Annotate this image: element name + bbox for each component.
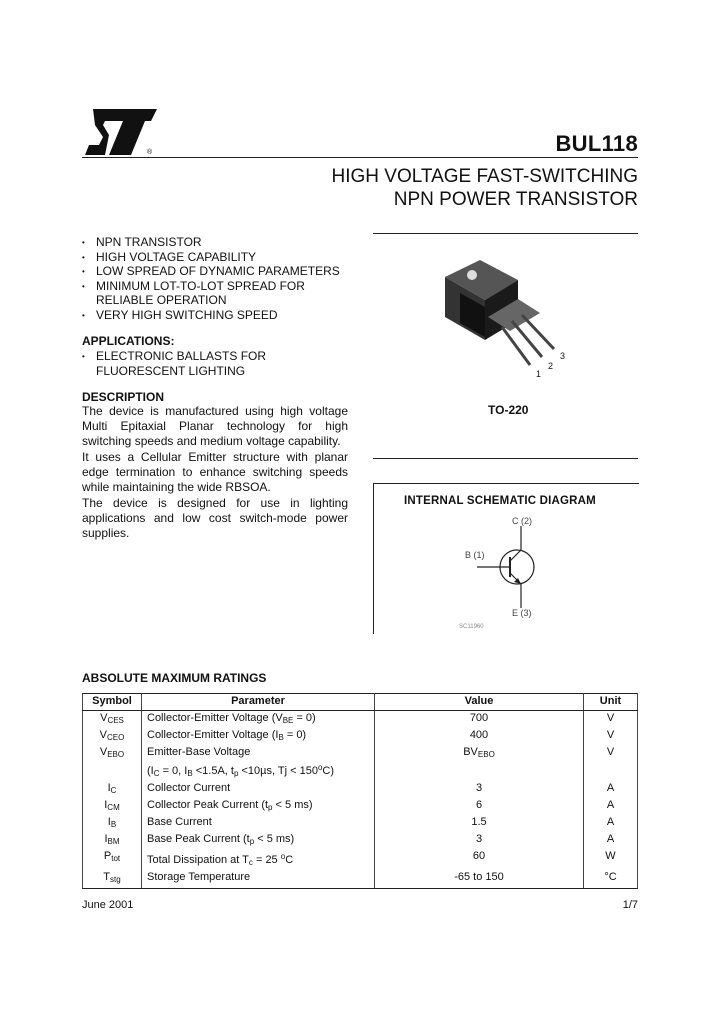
part-number: BUL118 xyxy=(555,131,638,156)
package-label: TO-220 xyxy=(488,403,529,417)
parameter-cell: Collector Current xyxy=(142,781,375,798)
table-header-row xyxy=(83,694,638,711)
title-line-1: HIGH VOLTAGE FAST-SWITCHING xyxy=(331,166,638,187)
pin-3-label: 3 xyxy=(560,351,566,361)
header-rule xyxy=(82,157,638,158)
symbol-cell: $V_{CES}$ xyxy=(83,711,142,729)
table-row xyxy=(83,781,638,798)
parameter-cell: Base Current xyxy=(142,815,375,832)
title-line-2: NPN POWER TRANSISTOR xyxy=(393,189,638,210)
description-heading: DESCRIPTION xyxy=(82,390,165,404)
symbol-cell: $I_{BM}$ xyxy=(83,832,142,849)
table-row xyxy=(83,815,638,832)
base-label: B (1) xyxy=(465,550,485,560)
unit-cell: A xyxy=(584,815,638,832)
table-row xyxy=(83,711,638,729)
value-cell: 700 xyxy=(375,711,584,729)
unit-cell: W xyxy=(584,849,638,870)
feature-item: • MINIMUM LOT-TO-LOT SPREAD FOR RELIABLE OPERATION xyxy=(82,279,372,308)
table-row xyxy=(83,728,638,745)
unit-cell: V xyxy=(584,745,638,781)
package-top-rule xyxy=(373,233,638,234)
column-header-value: Value xyxy=(375,694,584,711)
applications-heading: APPLICATIONS: xyxy=(82,334,175,348)
applications-list xyxy=(82,349,296,378)
footer-page-number: 1/7 xyxy=(622,899,638,911)
value-cell: 6 xyxy=(375,798,584,815)
table-row xyxy=(83,870,638,889)
parameter-cell: Storage Temperature xyxy=(142,870,375,889)
unit-cell: V xyxy=(584,728,638,745)
absolute-maximum-ratings-table xyxy=(82,693,638,889)
symbol-cell: $V_{EBO}$ xyxy=(83,745,142,781)
parameter-cell: Emitter-Base Voltage ($I_C = 0$, $I_B <1.5A$, $t_p <10\mu s$, $Tj < 150^oC$) xyxy=(142,745,375,781)
column-header-unit: Unit xyxy=(584,694,638,711)
to220-package-image xyxy=(430,255,580,380)
application-item: • ELECTRONIC BALLASTS FOR FLUORESCENT LIGHTING xyxy=(82,349,296,378)
value-cell: 3 xyxy=(375,832,584,849)
st-logo xyxy=(83,107,159,157)
schematic-code: SC11960 xyxy=(459,624,484,630)
value-cell: 60 xyxy=(375,849,584,870)
description-paragraph: The device is designed for use in lighting applications and low cost switch-mode power supplies. xyxy=(82,496,348,540)
unit-cell: V xyxy=(584,711,638,729)
pin-1-label: 1 xyxy=(536,369,542,379)
parameter-cell: Collector Peak Current ($t_p < 5$ ms) xyxy=(142,798,375,815)
description-text xyxy=(82,404,348,542)
table-row xyxy=(83,849,638,870)
unit-cell: °C xyxy=(584,870,638,889)
table-row xyxy=(83,798,638,815)
feature-list xyxy=(82,235,372,322)
symbol-cell: $P_{tot}$ xyxy=(83,849,142,870)
feature-item: • HIGH VOLTAGE CAPABILITY xyxy=(82,250,372,265)
value-cell: 400 xyxy=(375,728,584,745)
transistor-schematic xyxy=(455,508,635,630)
pin-2-label: 2 xyxy=(548,361,554,371)
collector-label: C (2) xyxy=(512,516,532,526)
symbol-cell: $I_B$ xyxy=(83,815,142,832)
ratings-heading: ABSOLUTE MAXIMUM RATINGS xyxy=(82,671,267,685)
description-paragraph: The device is manufactured using high voltage Multi Epitaxial Planar technology for high switching speeds and medium voltage capability. xyxy=(82,404,348,448)
schematic-heading: INTERNAL SCHEMATIC DIAGRAM xyxy=(404,495,596,507)
column-header-parameter: Parameter xyxy=(142,694,375,711)
unit-cell: A xyxy=(584,798,638,815)
symbol-cell: $T_{stg}$ xyxy=(83,870,142,889)
value-cell: $BV_{EBO}$ xyxy=(375,745,584,781)
table-row xyxy=(83,745,638,781)
parameter-cell: Collector-Emitter Voltage $(V_{BE} = 0)$ xyxy=(142,711,375,729)
description-paragraph: It uses a Cellular Emitter structure with planar edge termination to enhance switching speeds while maintaining the wide RBSOA. xyxy=(82,450,348,494)
symbol-cell: $V_{CEO}$ xyxy=(83,728,142,745)
parameter-cell: Total Dissipation at $T_c = 25$ $^o$C xyxy=(142,849,375,870)
symbol-cell: $I_C$ xyxy=(83,781,142,798)
value-cell: 3 xyxy=(375,781,584,798)
parameter-cell: Collector-Emitter Voltage $(I_B = 0)$ xyxy=(142,728,375,745)
feature-item: • NPN TRANSISTOR xyxy=(82,235,372,250)
document-title xyxy=(332,165,639,211)
parameter-cell: Base Peak Current ($t_p < 5$ ms) xyxy=(142,832,375,849)
table-row xyxy=(83,832,638,849)
svg-text:®: ® xyxy=(147,149,153,156)
feature-item: • VERY HIGH SWITCHING SPEED xyxy=(82,308,372,323)
symbol-cell: $I_{CM}$ xyxy=(83,798,142,815)
feature-item: • LOW SPREAD OF DYNAMIC PARAMETERS xyxy=(82,264,372,279)
value-cell: -65 to 150 xyxy=(375,870,584,889)
package-bottom-rule xyxy=(373,458,638,459)
footer-date: June 2001 xyxy=(82,899,134,911)
column-header-symbol: Symbol xyxy=(83,694,142,711)
unit-cell: A xyxy=(584,832,638,849)
value-cell: 1.5 xyxy=(375,815,584,832)
emitter-label: E (3) xyxy=(512,608,532,618)
unit-cell: A xyxy=(584,781,638,798)
